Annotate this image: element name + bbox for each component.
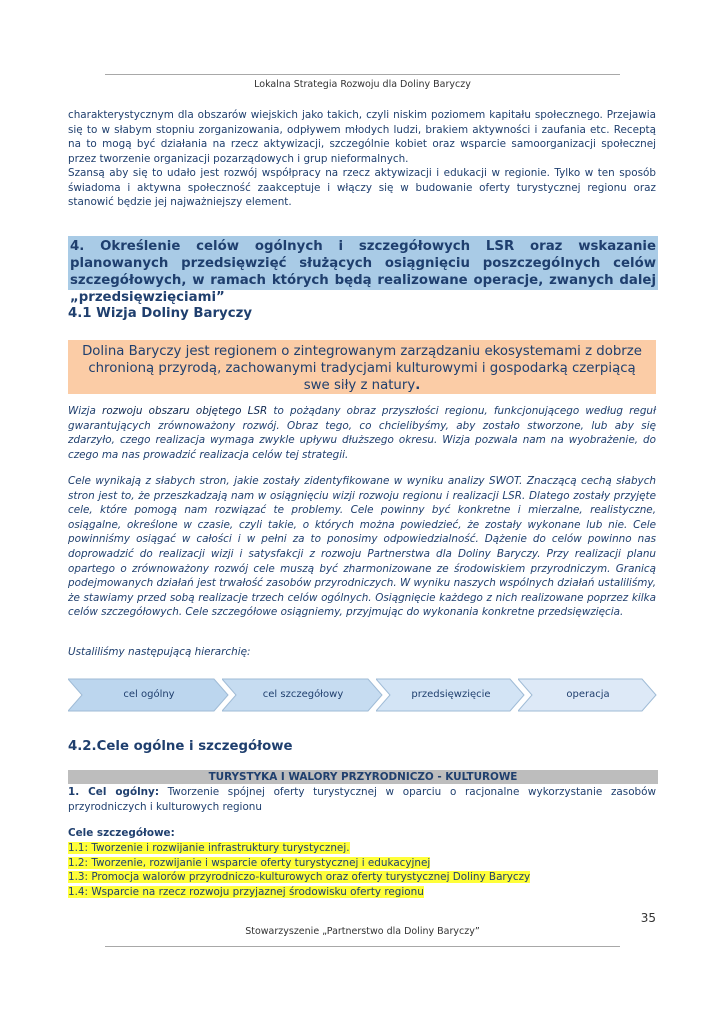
intro-paragraph-2: Szansą aby się to udało jest rozwój współpracy na rzecz aktywizacji i edukacji w regionie. Tylko w ten sposób świadoma i aktywna społeczność zaakceptuje i włączy się w budowanie oferty turystycznej regionu oraz stanowić będzie jej najważniejszy element. — [68, 167, 656, 208]
vision-desc-part-1: Wizja — [68, 405, 103, 417]
hierarchy-step-label: cel szczegółowy — [262, 689, 344, 700]
hierarchy-diagram — [68, 676, 658, 714]
hierarchy-step-undertaking — [376, 676, 526, 714]
vision-description — [68, 404, 656, 462]
intro-text — [68, 108, 656, 210]
hierarchy-step-label: przedsięwzięcie — [411, 689, 491, 700]
general-goal-1 — [68, 785, 656, 814]
section-4-heading: 4. Określenie celów ogólnych i szczegółowych LSR oraz wskazanie planowanych przedsięwzięć służących osiągnięciu poszczególnych celów szczegółowych, w ramach których będą realizowane operacje, zwanych dalej „przedsięwzięciami” — [68, 236, 658, 290]
section-4-1-heading: 4.1 Wizja Doliny Baryczy — [68, 306, 252, 321]
specific-goal-1-4: 1.4: Wsparcie na rzecz rozwoju przyjaznej środowisku oferty regionu — [68, 885, 424, 898]
specific-goal-1-2: 1.2: Tworzenie, rozwijanie i wsparcie oferty turystycznej i edukacyjnej — [68, 856, 431, 869]
hierarchy-step-label: operacja — [566, 689, 610, 700]
hierarchy-step-specific-goal — [222, 676, 384, 714]
hierarchy-step-general-goal — [68, 676, 230, 714]
specific-goals-label: Cele szczegółowe: — [68, 827, 175, 839]
list-item — [68, 856, 530, 871]
page-number: 35 — [640, 911, 656, 925]
specific-goal-1-3: 1.3: Promocja walorów przyrodniczo-kulturowych oraz oferty turystycznej Doliny Baryczy — [68, 871, 531, 883]
vision-desc-part-3: to pożądany obraz przyszłości regionu, funkcjonującego według reguł gwarantujących zrównoważony rozwój. Obraz tego, co chcielibyśmy, aby zostało stworzone, lub aby się zdarzyło, czego realizacja wymaga zwykle upływu dłuższego okresu. Wizja pozwala nam na wyobrażenie, do czego ma nas prowadzić realizacja celów tej strategii. — [68, 405, 656, 461]
goals-description: Cele wynikają z słabych stron, jakie zostały zidentyfikowane w wyniku analizy SWOT. Znaczącą cechą słabych stron jest to, że przeszkadzają nam w osiągnięciu wizji rozwoju regionu i realizacji LSR. Dlatego zostały przyjęte cele, które pomogą nam rozwiązać te problemy. Cele powinny być konkretne i mierzalne, realistyczne, osiągalne, określone w czasie, czyli takie, o których można powiedzieć, że zostały wykonane lub nie. Cele powinniśmy osiągać w całości i w pełni za to ponosimy odpowiedzialność. Dążenie do celów powinno nas doprowadzić do realizacji wizji i satysfakcji z rozwoju Partnerstwa dla Doliny Baryczy. Przy realizacji planu opartego o zrównoważony rozwój cele muszą być zharmonizowane ze środowiskiem przyrodniczym. Granicą podejmowanych działań jest trwałość zasobów przyrodniczych. W wyniku naszych wspólnych działań ustaliliśmy, że stawiamy przed sobą realizacje trzech celów ogólnych. Osiągnięcie każdego z nich realizowane poprzez kilka celów szczegółowych. Cele szczegółowe osiągniemy, przyjmując do wykonania konkretne przedsięwzięcia. — [68, 475, 656, 619]
header-rule — [105, 74, 620, 75]
general-goal-label: 1. Cel ogólny: — [68, 786, 159, 798]
header-title: Lokalna Strategia Rozwoju dla Doliny Baryczy — [254, 79, 471, 90]
hierarchy-intro: Ustaliliśmy następującą hierarchię: — [68, 646, 251, 658]
section-4-2-heading: 4.2.Cele ogólne i szczegółowe — [68, 739, 293, 754]
theme-bar: TURYSTYKA I WALORY PRZYRODNICZO - KULTUROWE — [68, 770, 658, 784]
intro-paragraph-1: charakterystycznym dla obszarów wiejskich jako takich, czyli niskim poziomem kapitału społecznego. Przejawia się to w słabym stopniu zorganizowania, odpływem młodych ludzi, brakiem aktywności i zaufania etc. Receptą na to mogą być działania na rzecz aktywizacji, szczególnie kobiet oraz wsparcie samoorganizacji społecznej przez tworzenie organizacji pozarządowych i grup nieformalnych. — [68, 109, 656, 165]
footer-org: Stowarzyszenie „Partnerstwo dla Doliny Baryczy” — [245, 926, 480, 937]
vision-text: Dolina Baryczy jest regionem o zintegrowanym zarządzaniu ekosystemami z dobrze chronioną przyrodą, zachowanymi tradycjami kulturowymi i gospodarką czerpiącą swe siły z natury — [82, 344, 642, 393]
hierarchy-step-operation — [518, 676, 658, 714]
list-item — [68, 841, 530, 856]
vision-box — [68, 340, 656, 394]
vision-dot: . — [415, 378, 421, 393]
footer-rule — [105, 946, 620, 947]
list-item — [68, 870, 530, 885]
specific-goals-list — [68, 841, 530, 899]
hierarchy-step-label: cel ogólny — [123, 689, 175, 700]
general-goal-text: Tworzenie spójnej oferty turystycznej w oparciu o racjonalne wykorzystanie zasobów przyrodniczych i kulturowych regionu — [68, 786, 657, 813]
list-item — [68, 885, 530, 900]
vision-desc-part-2: rozwoju obszaru objętego LSR — [102, 405, 268, 417]
specific-goal-1-1: 1.1: Tworzenie i rozwijanie infrastruktury turystycznej. — [68, 842, 350, 854]
